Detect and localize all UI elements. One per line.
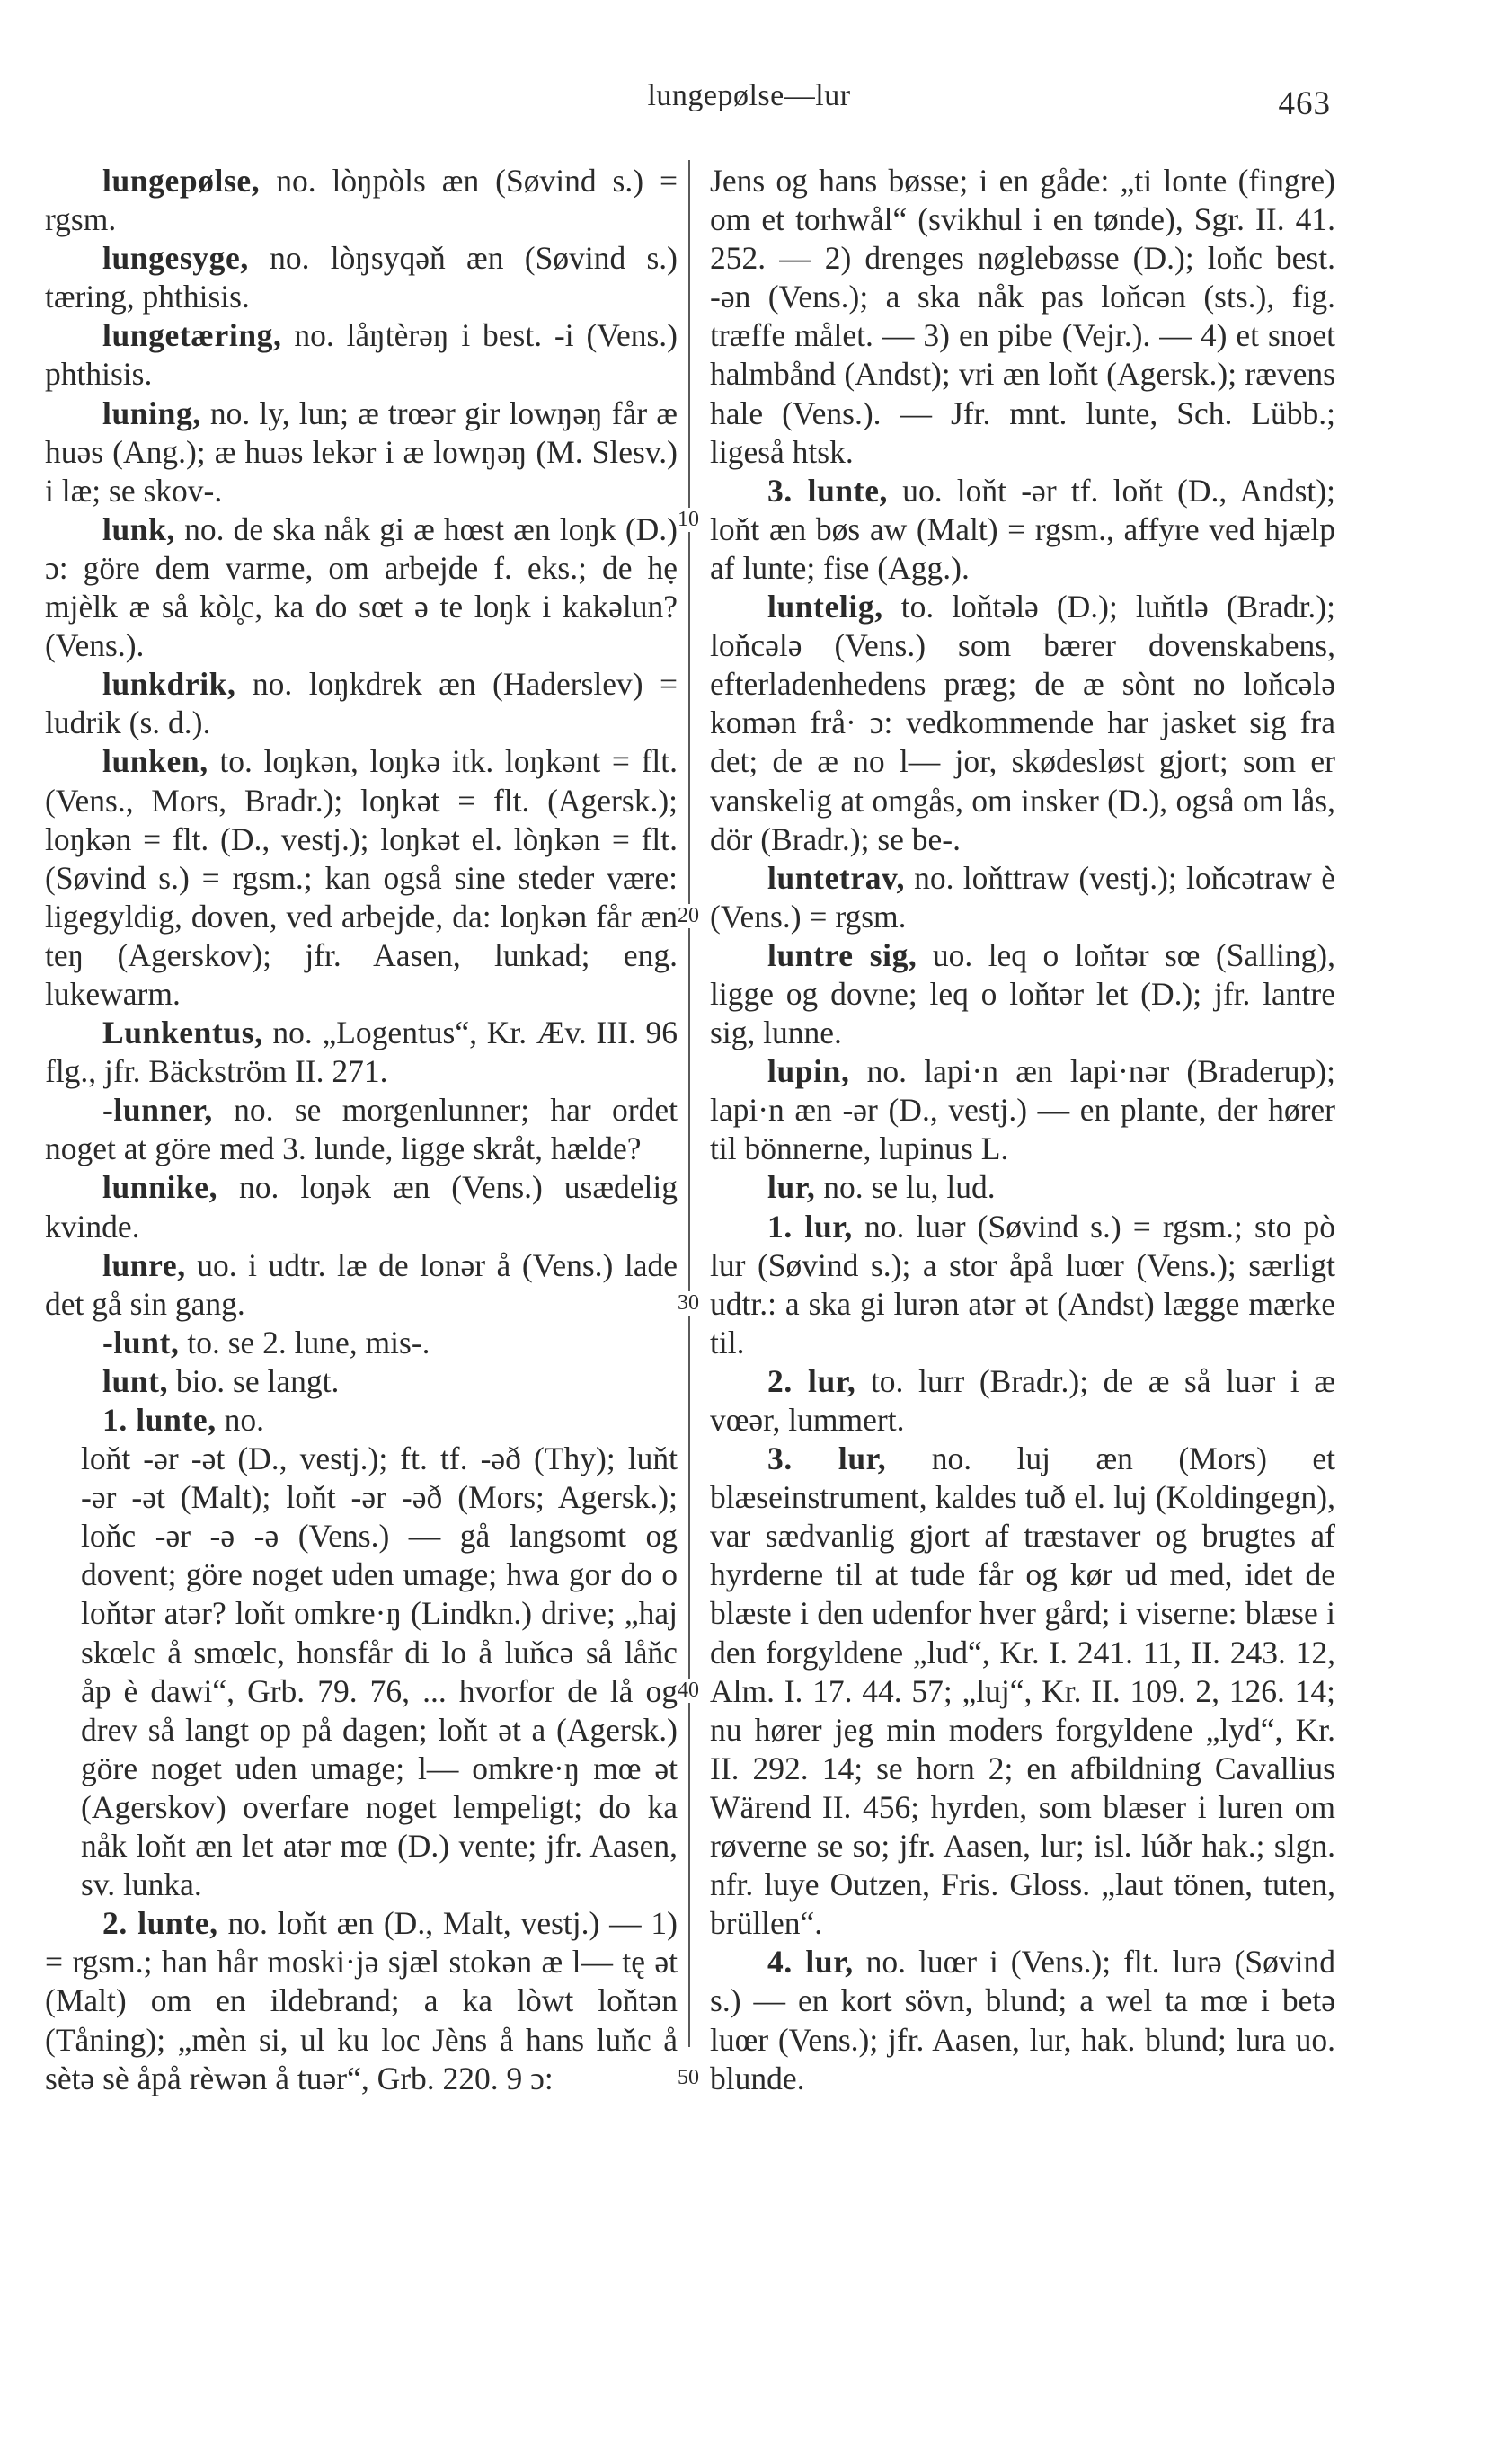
entry-body: no. loňttraw (vestj.); loňcətraw è (Vens.) = rgsm. [710,859,1335,935]
entry-headword: 3. lunte, [767,472,889,509]
dictionary-entry [710,936,1335,1052]
dictionary-entry [710,1208,1335,1362]
dictionary-entry [45,1014,678,1091]
entry-headword: luntre sig, [767,936,917,973]
dictionary-entry [45,1246,678,1324]
entry-body: no. se lu, lud. [815,1169,996,1206]
dictionary-entry [710,859,1335,936]
entry-body: no. luər (Søvind s.) = rgsm.; sto pò lur (Søvind s.); a stor åpå luœr (Vens.); særligt udtr.: a ska gi lurən atər ət (Andst) lægge mærke til. [710,1208,1335,1361]
entry-headword: 1. lur, [767,1208,853,1245]
dictionary-entry [45,1362,678,1401]
entry-headword: 2. lunte, [102,1905,218,1942]
dictionary-entry [45,742,678,1014]
entry-headword: luning, [102,394,201,431]
dictionary-entry [45,1904,678,2097]
dictionary-entry [45,1168,678,1245]
entry-body: to. loŋkən, loŋkə itk. loŋkənt = flt. (Vens., Mors, Bradr.); loŋkət = flt. (Agersk.); loŋkən = flt. (D., vestj.); loŋkət el. lòŋkən = flt. (Søvind s.) = rgsm.; kan også sine steder være: ligegyldig, doven, ved arbejde, da: loŋkən får æn teŋ (Agerskov); jfr. Aasen, lunkad; eng. lukewarm. [45,743,678,1012]
entry-headword: 3. lur, [767,1440,887,1477]
column-divider [688,160,690,2047]
entry-headword: lungetæring, [102,317,282,354]
entry-headword: 1. lunte, [102,1402,217,1438]
entry-body: no. luœr i (Vens.); flt. lurə (Søvind s.) — en kort sövn, blund; a wel ta mœ i betə luœr (Vens.); jfr. Aasen, lur, hak. blund; lura uo. blunde. [710,1944,1335,2096]
dictionary-entry [45,665,678,742]
margin-line-number-30: 30 [670,1291,706,1316]
dictionary-entry [710,1362,1335,1440]
dictionary-entry [710,1943,1335,2097]
entry-headword: lungepølse, [102,163,261,199]
entry-headword: lunt, [102,1362,169,1399]
entry-body: no. loŋkdrek æn (Haderslev) = ludrik (s. d.). [45,666,678,741]
dictionary-entry [710,1168,1335,1207]
entry-headword: lunk, [102,510,175,547]
dictionary-entry [45,394,678,510]
right-column [710,162,1335,2098]
dictionary-entry [45,239,678,316]
entry-body: uo. leq o loňtər sœ (Salling), ligge og dovne; leq o loňtər let (D.); jfr. lantre sig, lunne. [710,936,1335,1051]
dictionary-entry [710,1440,1335,1943]
entry-body: no. [216,1402,264,1438]
entry-body: no. lòŋsyqəň æn (Søvind s.) tæring, phthisis. [45,240,678,315]
margin-line-number-50: 50 [670,2066,706,2090]
entry-headword: 2. lur, [767,1362,856,1399]
entry-body: no. loŋək æn (Vens.) usædelig kvinde. [45,1169,678,1245]
page-number: 463 [1278,85,1331,122]
dictionary-entry [45,1401,678,1440]
dictionary-entry [45,316,678,394]
entry-body: no. se morgenlunner; har ordet noget at göre med 3. lunde, ligge skråt, hælde? [45,1092,678,1167]
dictionary-entry [45,162,678,239]
dictionary-entry-continuation [710,162,1335,472]
entry-headword: -lunt, [102,1324,180,1361]
entry-headword: lur, [767,1169,816,1206]
entry-body: no. „Logentus“, Kr. Æv. III. 96 flg., jfr. Bäckström II. 271. [45,1015,678,1090]
entry-body: to. loňtələ (D.); luňtlə (Bradr.); loňcələ (Vens.) som bærer dovenskabens, efterladenhedens præg; de æ sònt no loňcələ komən frå· ɔ: vedkommende har jasket sig fra det; de æ no l— jor, skødesløst gjort; som er vanskelig at omgås, om insker (D.), også om lås, dör (Bradr.); se be-. [710,589,1335,857]
dictionary-entry [45,510,678,665]
margin-line-number-20: 20 [670,904,706,928]
entry-headword: lupin, [767,1053,850,1090]
dictionary-entry [45,1324,678,1362]
entry-body: no. luj æn (Mors) et blæseinstrument, kaldes tuð el. luj (Koldingegn), var sædvanlig gjort af træstaver og brugtes af hyrderne til at tude får og kør ud med, idet de blæste i den udenfor hver gård; i viserne: blæse i den forgyldene „lud“, Kr. I. 241. 11, II. 243. 12, Alm. I. 17. 44. 57; „luj“, Kr. II. 109. 2, 126. 14; nu hører jeg min moders forgyldene „lyd“, Kr. II. 292. 14; se horn 2; en afbildning Cavallius Wärend II. 456; hyrden, som blæser i luren om røverne se so; jfr. Aasen, lur; isl. lúðr hak.; slgn. nfr. luye Outzen, Fris. Gloss. „laut tönen, tuten, brüllen“. [710,1440,1335,1942]
entry-body: no. de ska nåk gi æ hœst æn loŋk (D.) ɔ: göre dem varme, om arbejde f. eks.; de hẹ mjèlk æ så kòl̥c, ka do sœt ə te loŋk i kakəlun? (Vens.). [45,510,678,664]
entry-body: to. lurr (Bradr.); de æ så luər i æ vœər, lummert. [710,1362,1335,1438]
entry-headword: lungesyge, [102,240,249,277]
entry-body: bio. se langt. [168,1362,340,1399]
entry-headword: luntelig, [767,589,883,625]
margin-line-number-40: 40 [670,1679,706,1703]
dictionary-entry [710,472,1335,588]
entry-body: no. låŋtèrəŋ i best. -i (Vens.) phthisis. [45,317,678,393]
entry-headword: 4. lur, [767,1944,854,1981]
entry-headword: lunkdrik, [102,666,236,703]
dictionary-entry [710,1052,1335,1168]
entry-body: uo. i udtr. læ de lonər å (Vens.) lade det gå sin gang. [45,1246,678,1322]
entry-body: uo. loňt -ər tf. loňt (D., Andst); loňt æn bøs aw (Malt) = rgsm., affyre ved hjælp af lunte; fise (Agg.). [710,472,1335,586]
entry-headword: -lunner, [102,1092,213,1129]
entry-body: no. lapi·n æn lapi·nər (Braderup); lapi·n æn -ər (D., vestj.) — en plante, der hører til bönnerne, lupinus L. [710,1053,1335,1167]
dictionary-entry-continuation [45,1440,678,1904]
entry-headword: lunre, [102,1246,186,1283]
entry-body: loňt -ər -ət (D., vestj.); ft. tf. -əð (Thy); luňt -ər -ət (Malt); loňt -ər -əð (Mors; Agersk.); loňc -ər -ə -ə (Vens.) — gå langsomt og dovent; göre noget uden umage; hwa gor do o loňtər atər? loňt omkre·ŋ (Lindkn.) drive; „haj skœlc å smœlc, honsfår di lo å luňcə så låňc åp è dawi“, Grb. 79. 76, ... hvorfor de lå og drev så langt op på dagen; loňt ət a (Agersk.) göre noget uden umage; l— omkre·ŋ mœ ət (Agerskov) overfare noget lempeligt; do ka nåk loňt æn let atər mœ (D.) vente; jfr. Aasen, sv. lunka. [81,1440,678,1903]
entry-body: to. se 2. lune, mis-. [179,1324,430,1361]
entry-body: no. ly, lun; æ trœər gir lowŋəŋ får æ huəs (Ang.); æ huəs lekər i æ lowŋəŋ (M. Slesv.) i læ; se skov-. [45,394,678,509]
entry-body: no. lòŋpòls æn (Søvind s.) = rgsm. [45,163,678,238]
entry-headword: luntetrav, [767,859,905,896]
dictionary-entry [710,588,1335,859]
dictionary-entry [45,1091,678,1168]
margin-line-number-10: 10 [670,508,706,532]
left-column [45,162,678,2098]
entry-body: Jens og hans bøsse; i en gåde: „ti lonte (fingre) om et torhwål“ (svikhul i en tønde), Sgr. II. 41. 252. — 2) drenges nøglebøsse (D.); loňc best. -ən (Vens.); a ska nåk pas loňcən (sts.), fig. træffe målet. — 3) en pibe (Vejr.). — 4) et snoet halmbånd (Andst); vri æn loňt (Agersk.); rævens hale (Vens.). — Jfr. mnt. lunte, Sch. Lübb.; ligeså htsk. [710,163,1335,470]
entry-headword: lunken, [102,743,208,780]
entry-body: no. loňt æn (D., Malt, vestj.) — 1) = rgsm.; han hår moski·jə sjæl stokən æ l— tę ət (Malt) om en ildebrand; a ka lòwt loňtən (Tåning); „mèn si, ul ku loc Jèns å hans luňc å sètə sè åpå rèwən å tuər“, Grb. 220. 9 ɔ: [45,1905,678,2096]
running-head: lungepølse—lur [647,79,851,112]
entry-headword: Lunkentus, [102,1015,263,1051]
entry-headword: lunnike, [102,1169,218,1206]
